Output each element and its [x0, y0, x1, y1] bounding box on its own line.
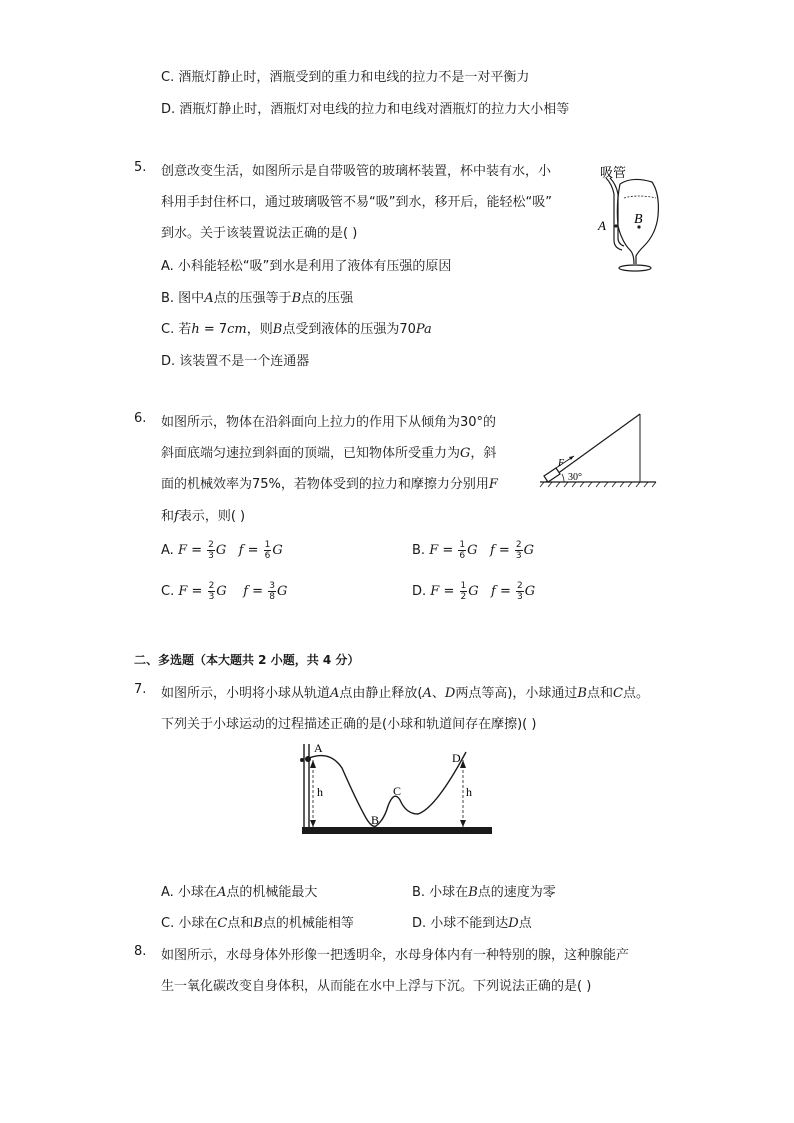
q5-option-a: A. 小科能轻松“吸”到水是利用了液体有压强的原因	[161, 259, 452, 274]
fig-height-left: h	[317, 785, 323, 799]
fig-angle-label: 30°	[568, 472, 582, 483]
q7-option-b: B. 小球在B点的速度为零	[412, 885, 556, 900]
q6-option-c: C. F = $\frac{2}{3}$ G f = $\frac{3}{8}$ G	[161, 581, 288, 602]
q8-number: 8.	[134, 944, 147, 959]
q6-option-a: A. F = $\frac{2}{3}$ G f = $\frac{1}{6}$ G	[161, 540, 283, 561]
q4-option-d: D. 酒瓶灯静止时，酒瓶灯对电线的拉力和电线对酒瓶灯的拉力大小相等	[161, 102, 570, 117]
q5-option-b: B. 图中A点的压强等于B点的压强	[161, 291, 354, 306]
track-figure	[296, 738, 496, 840]
q6-stem-line4: 和f表示，则( )	[161, 509, 246, 524]
fig-point-d: D	[452, 751, 461, 765]
fig-label-a: A	[598, 218, 606, 233]
fig-point-b: B	[371, 813, 380, 827]
fig-force-label: F	[558, 458, 565, 469]
incline-figure	[536, 410, 660, 490]
q4-option-c: C. 酒瓶灯静止时，酒瓶受到的重力和电线的拉力不是一对平衡力	[161, 70, 530, 85]
q6-option-b: B. F = $\frac{1}{6}$ G f = $\frac{2}{3}$ G	[412, 540, 535, 561]
q7-stem-line2: 下列关于小球运动的过程描述正确的是(小球和轨道间存在摩擦)( )	[161, 717, 537, 732]
q6-stem-line3: 面的机械效率为75%，若物体受到的拉力和摩擦力分别用F	[161, 477, 498, 492]
q7-option-d: D. 小球不能到达D点	[412, 916, 532, 931]
fig-straw-label: 吸管	[600, 165, 627, 180]
q6-number: 6.	[134, 411, 147, 426]
q5-number: 5.	[134, 160, 147, 175]
q5-stem-line1: 创意改变生活，如图所示是自带吸管的玻璃杯装置，杯中装有水，小	[161, 164, 552, 179]
fig-label-b: B	[634, 212, 643, 227]
fig-height-right: h	[466, 785, 472, 799]
q8-stem-line1: 如图所示，水母身体外形像一把透明伞，水母身体内有一种特别的腺，这种腺能产	[161, 948, 630, 963]
q6-stem-line1: 如图所示，物体在沿斜面向上拉力的作用下从倾角为30°的	[161, 415, 497, 430]
fig-point-c: C	[393, 784, 402, 798]
q5-option-d: D. 该装置不是一个连通器	[161, 354, 310, 369]
q8-stem-line2: 生一氧化碳改变自身体积，从而能在水中上浮与下沉。下列说法正确的是( )	[161, 979, 592, 994]
q6-option-d: D. F = $\frac{1}{2}$ G f = $\frac{2}{3}$ G	[412, 581, 536, 602]
q5-option-c: C. 若h = 7cm，则B点受到液体的压强为70Pa	[161, 322, 432, 337]
q5-stem-line2: 科用手封住杯口，通过玻璃吸管不易“吸”到水，移开后，能轻松“吸”	[161, 195, 552, 210]
q6-stem-line2: 斜面底端匀速拉到斜面的顶端，已知物体所受重力为G，斜	[161, 446, 497, 461]
fig-point-a: A	[314, 741, 323, 755]
q7-option-c: C. 小球在C点和B点的机械能相等	[161, 916, 354, 931]
q7-option-a: A. 小球在A点的机械能最大	[161, 885, 318, 900]
glass-straw-figure	[594, 160, 666, 276]
q7-stem-line1: 如图所示，小明将小球从轨道A点由静止释放(A、D两点等高)，小球通过B点和C点。	[161, 686, 649, 701]
q5-stem-line3: 到水。关于该装置说法正确的是( )	[161, 226, 358, 241]
q7-number: 7.	[134, 682, 147, 697]
section-heading-multiple-choice: 二、多选题（本大题共 2 小题，共 4 分）	[134, 653, 360, 667]
